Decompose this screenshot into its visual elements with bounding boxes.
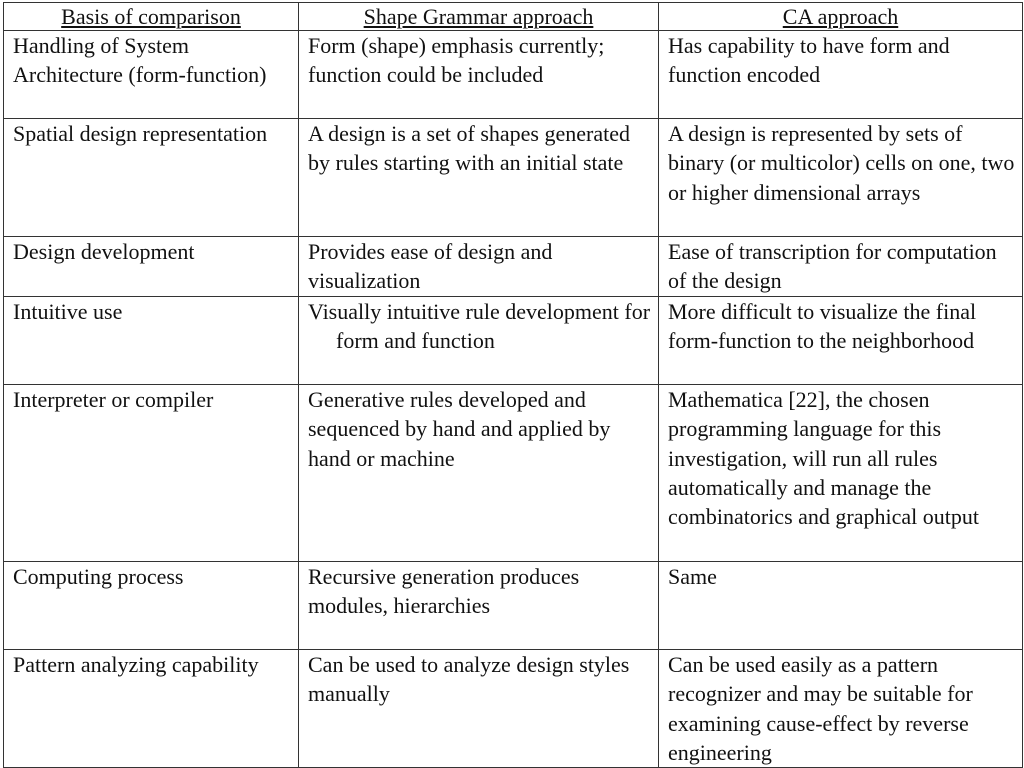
- shape-grammar-cell: A design is a set of shapes generated by rules starting with an initial state: [299, 119, 659, 237]
- table-row: [4, 561, 1023, 649]
- ca-cell: Can be used easily as a pattern recognizer and may be suitable for examining cause-effect by reverse engineering: [659, 649, 1023, 768]
- header-basis: Basis of comparison: [4, 3, 299, 31]
- basis-cell: Handling of System Architecture (form-function): [4, 31, 299, 119]
- shape-grammar-cell: Generative rules developed and sequenced by hand and applied by hand or machine: [299, 384, 659, 561]
- ca-cell: Same: [659, 561, 1023, 649]
- ca-cell: A design is represented by sets of binary (or multicolor) cells on one, two or higher dimensional arrays: [659, 119, 1023, 237]
- basis-cell: Computing process: [4, 561, 299, 649]
- ca-cell: More difficult to visualize the final form-function to the neighborhood: [659, 296, 1023, 384]
- basis-cell: Intuitive use: [4, 296, 299, 384]
- table-row: [4, 384, 1023, 561]
- shape-grammar-cell: Visually intuitive rule development for form and function: [299, 296, 659, 384]
- basis-cell: Spatial design representation: [4, 119, 299, 237]
- table-row: [4, 649, 1023, 768]
- basis-cell: Design development: [4, 237, 299, 297]
- shape-grammar-cell: Recursive generation produces modules, hierarchies: [299, 561, 659, 649]
- shape-grammar-cell: Form (shape) emphasis currently; function could be included: [299, 31, 659, 119]
- header-ca: CA approach: [659, 3, 1023, 31]
- ca-cell: Ease of transcription for computation of the design: [659, 237, 1023, 297]
- header-shape-grammar: Shape Grammar approach: [299, 3, 659, 31]
- basis-cell: Pattern analyzing capability: [4, 649, 299, 768]
- shape-grammar-cell: Provides ease of design and visualization: [299, 237, 659, 297]
- basis-cell: Interpreter or compiler: [4, 384, 299, 561]
- shape-grammar-cell: Can be used to analyze design styles manually: [299, 649, 659, 768]
- table-row: [4, 119, 1023, 237]
- table-row: [4, 296, 1023, 384]
- table-row: [4, 31, 1023, 119]
- comparison-table: [3, 2, 1023, 768]
- table-row: [4, 237, 1023, 297]
- header-row: [4, 3, 1023, 31]
- ca-cell: Mathematica [22], the chosen programming language for this investigation, will run all rules automatically and manage the combinatorics and graphical output: [659, 384, 1023, 561]
- ca-cell: Has capability to have form and function encoded: [659, 31, 1023, 119]
